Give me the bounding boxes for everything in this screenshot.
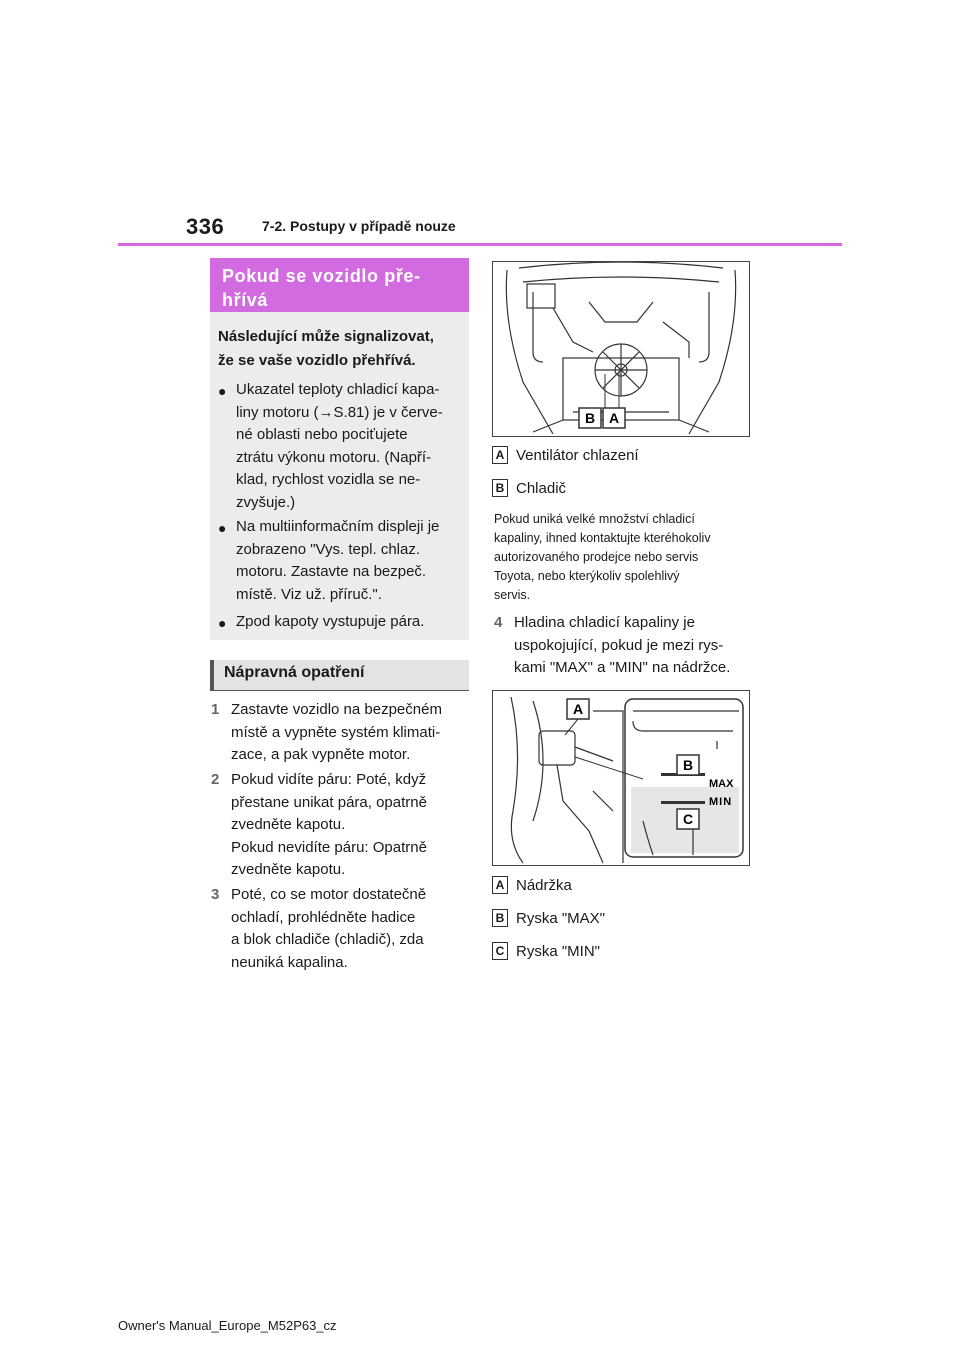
step-item: [211, 699, 467, 767]
fig2-label-c: C: [682, 811, 694, 827]
bullet-line: liny motoru (→S.81) je v červe-: [236, 403, 443, 421]
bullet-dot-icon: ●: [218, 520, 227, 536]
overheat-title: [222, 264, 462, 312]
legend-key: B: [492, 909, 508, 927]
engine-bay-figure: [492, 261, 750, 437]
legend-text: Ventilátor chlazení: [516, 446, 639, 464]
legend-item: [492, 942, 600, 960]
legend-item: [492, 876, 572, 894]
bullet-dot-icon: ●: [218, 615, 227, 631]
step-line: zvedněte kapotu.: [231, 816, 346, 833]
step-line: Hladina chladicí kapaliny je: [514, 614, 695, 631]
step-item: [211, 769, 467, 882]
intro-line: že se vaše vozidlo přehřívá.: [218, 352, 416, 369]
legend-key: B: [492, 479, 508, 497]
bullet-line: Zpod kapoty vystupuje pára.: [236, 613, 425, 630]
legend-text: Ryska "MAX": [516, 909, 605, 927]
step-line: neuniká kapalina.: [231, 953, 348, 971]
legend-item: [492, 909, 605, 927]
overheat-title-line: hřívá: [222, 290, 269, 310]
engine-bay-drawing: [493, 262, 749, 436]
page-number: 336: [186, 214, 225, 239]
step-item: [211, 884, 467, 974]
overheat-title-line: Pokud se vozidlo pře-: [222, 266, 421, 286]
note-line: servis.: [494, 588, 531, 602]
note-line: Pokud uniká velké množství chladicí: [494, 512, 695, 526]
remedy-title: Nápravná opatření: [224, 664, 365, 681]
reservoir-drawing: [493, 691, 749, 865]
step-line: ochladí, prohlédněte hadice: [231, 908, 416, 926]
step-line: Poté, co se motor dostatečně: [231, 886, 427, 903]
remedy-header-line: [210, 690, 469, 691]
min-text: MIN: [709, 796, 733, 808]
section-title: 7-2. Postupy v případě nouze: [262, 218, 456, 234]
step-number: 1: [211, 701, 220, 718]
bullet-line: zobrazeno "Vys. tepl. chlaz.: [236, 540, 421, 558]
legend-text: Ryska "MIN": [516, 942, 600, 960]
step-line: Zastavte vozidlo na bezpečném: [231, 701, 442, 718]
step-line: uspokojující, pokud je mezi rys-: [514, 636, 724, 654]
bullet-line: motoru. Zastavte na bezpeč.: [236, 563, 427, 580]
note-line: kapaliny, ihned kontaktujte kteréhokoliv: [494, 531, 711, 545]
bullet-line: klad, rychlost vozidla se ne-: [236, 471, 421, 488]
fig1-label-a: A: [608, 410, 620, 426]
step-line: přestane unikat pára, opatrně: [231, 793, 427, 811]
fig1-label-b: B: [584, 410, 596, 426]
step-line: zvedněte kapotu.: [231, 861, 346, 878]
legend-text: Nádržka: [516, 876, 572, 894]
remedy-header-bar: [210, 660, 214, 691]
legend-text: Chladič: [516, 479, 567, 497]
note-line: Toyota, nebo kterýkoliv spolehlivý: [494, 569, 680, 583]
step-line: kami "MAX" a "MIN" na nádržce.: [514, 659, 731, 676]
intro-line: Následující může signalizovat,: [218, 328, 434, 345]
step-line: a blok chladiče (chladič), zda: [231, 931, 424, 948]
legend-key: A: [492, 446, 508, 464]
legend-item: [492, 479, 566, 497]
bullet-line: ztrátu výkonu motoru. (Napří-: [236, 448, 432, 466]
header-rule: [118, 243, 842, 246]
legend-item: [492, 446, 639, 464]
overheat-intro: [218, 325, 464, 373]
footer-text: Owner's Manual_Europe_M52P63_cz: [118, 1318, 337, 1333]
bullet-line: Ukazatel teploty chladicí kapa-: [236, 381, 440, 398]
reservoir-figure: [492, 690, 750, 866]
step-number: 2: [211, 771, 220, 788]
legend-key: A: [492, 876, 508, 894]
note-line: autorizovaného prodejce nebo servis: [494, 550, 699, 564]
bullet-item: [218, 611, 466, 635]
step-number: 3: [211, 886, 220, 903]
legend-key: C: [492, 942, 508, 960]
bullet-item: [218, 516, 466, 606]
step-line: Pokud nevidíte páru: Opatrně: [231, 838, 427, 856]
step-item: [494, 612, 754, 680]
bullet-line: né oblasti nebo pociťujete: [236, 426, 408, 443]
bullet-line: Na multiinformačním displeji je: [236, 518, 440, 535]
step-line: místě a vypněte systém klimati-: [231, 723, 441, 741]
leak-note: [494, 510, 754, 605]
step-line: Pokud vidíte páru: Poté, když: [231, 771, 427, 788]
fig2-label-b: B: [682, 757, 694, 773]
bullet-line: zvyšuje.): [236, 493, 296, 511]
bullet-line: místě. Viz už. příruč.".: [236, 585, 382, 603]
step-line: zace, a pak vypněte motor.: [231, 746, 411, 763]
step-number: 4: [494, 614, 503, 631]
bullet-item: [218, 379, 466, 514]
max-text: MAX: [709, 778, 734, 790]
bullet-dot-icon: ●: [218, 383, 227, 399]
fig2-label-a: A: [572, 701, 584, 717]
min-line: [661, 801, 705, 804]
